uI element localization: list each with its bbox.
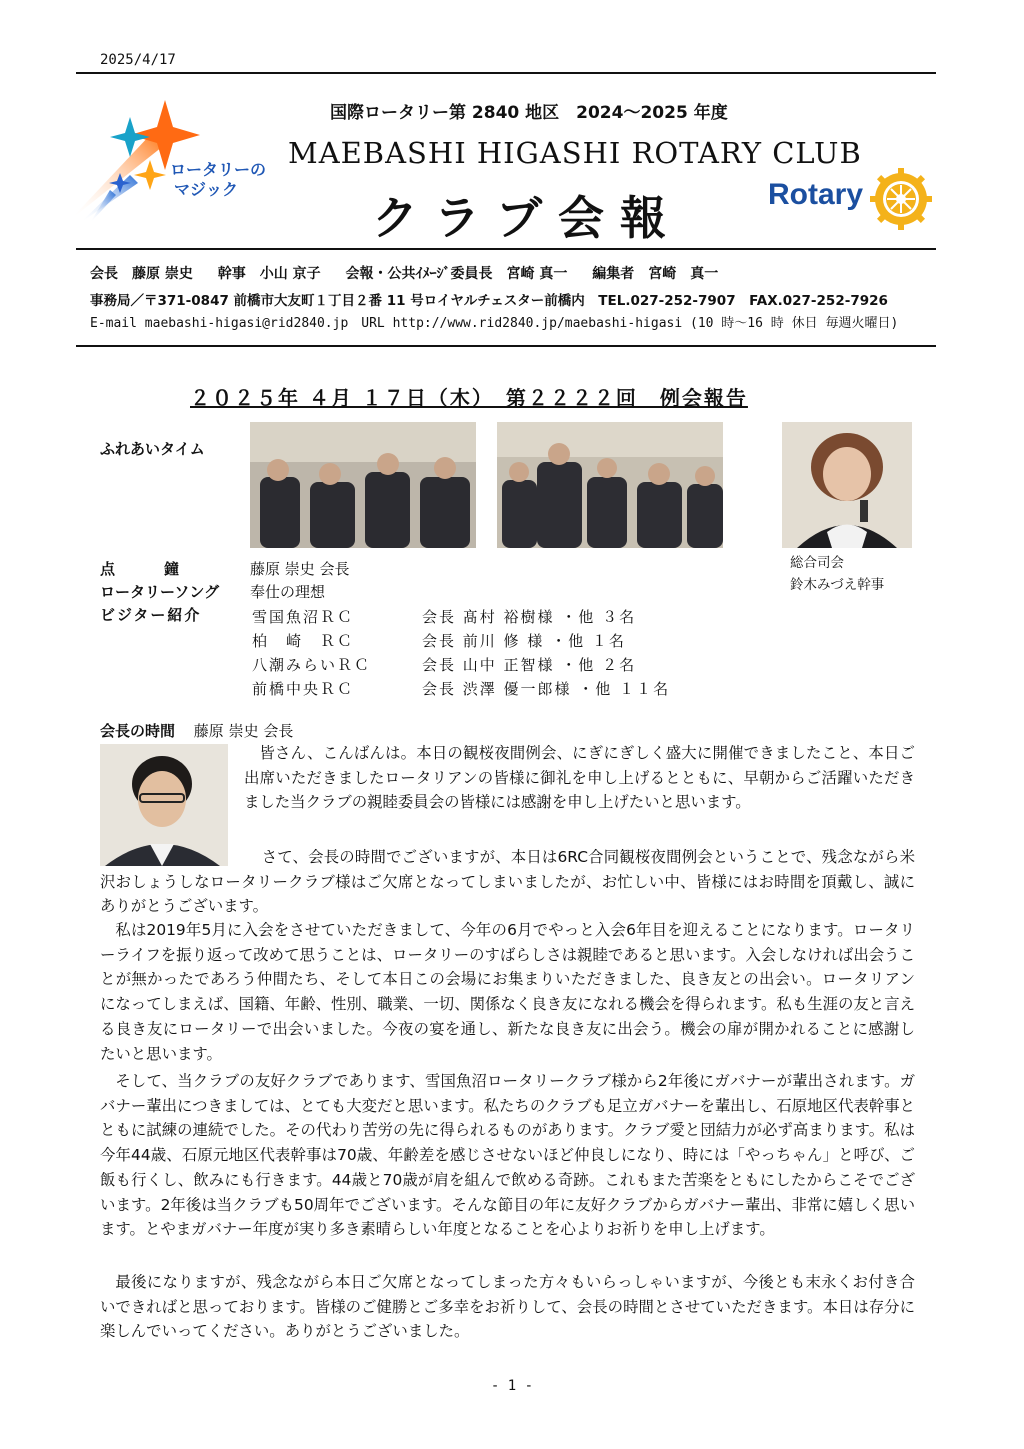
issue-date: 2025/4/17 — [100, 52, 176, 68]
president-time-heading — [100, 720, 293, 741]
fureai-photo-1 — [250, 422, 476, 548]
office-address: 事務局／〒371-0847 前橋市大友町１丁目２番 11 号ロイヤルチェスター前橋内 TEL.027-252-7907 FAX.027-252-7926 — [90, 293, 888, 309]
theme-logo-line1: ロータリーの — [170, 160, 267, 179]
header-rule — [76, 248, 936, 250]
president-para-2: さて、会長の時間でございますが、本日は6RC合同観桜夜間例会ということで、残念ながら米沢おしょうしなロータリークラブ様はご欠席となってしまいましたが、お忙しい中、皆様にはお時間を頂戴し、誠にありがとうございます。 — [100, 848, 915, 916]
top-rule — [76, 72, 936, 74]
president-para-3: 私は2019年5月に入会をさせていただきまして、今年の6月でやっと入会6年目を迎えることになります。ロータリーライフを振り返って改めて思うことは、ロータリーのすばらしさは親睦であると思います。入会しなければ出会うことが無かったであろう仲間たち、そして本日この会場にお集まりいただきました、良き友との出会い。ロータリアンになってしまえば、国籍、年齢、性別、職業、一切、関係なく良き友になれる機会を得られます。私も生涯の友と言える良き友にロータリーで出会いました。今夜の宴を通し、新たな良き友に出会う。機会の扉が開かれることに感謝したいと思います。 — [100, 921, 915, 1063]
program-row-bell — [100, 558, 350, 581]
fureai-label: ふれあいタイム — [100, 440, 205, 458]
rotary-wordmark: Rotary — [768, 178, 864, 211]
mc-caption-name: 鈴木みづえ幹事 — [790, 577, 885, 593]
mc-caption — [790, 552, 884, 596]
fureai-photo-2 — [497, 422, 723, 548]
officers-line — [90, 263, 738, 283]
secretary-name: 幹事 小山 京子 — [217, 266, 321, 282]
district-line: 国際ロータリー第 2840 地区 2024～2025 年度 — [330, 103, 728, 123]
theme-logo-text — [170, 160, 266, 200]
president-name: 会長 藤原 崇史 — [90, 266, 193, 282]
rotary-wheel-icon — [870, 168, 932, 230]
visitor-person: 会長 髙村 裕樹様 ・他 ３名 — [422, 608, 637, 626]
visitor-person: 会長 前川 修 様 ・他 １名 — [422, 632, 626, 650]
program-value: 奉仕の理想 — [250, 583, 326, 601]
page-number: - 1 - — [490, 1378, 534, 1394]
president-time-title: 会長の時間 — [100, 722, 176, 740]
bulletin-title: クラブ会報 — [372, 191, 682, 245]
mc-photo — [782, 422, 912, 548]
theme-logo-line2: マジック — [174, 180, 239, 199]
president-para-5: 最後になりますが、残念ながら本日ご欠席となってしまった方々もいらっしゃいますが、今後とも末永くお付き合いできればと思っております。皆様のご健勝とご多幸をお祈りして、会長の時間とさせていただきます。本日は存分に楽しんでいってください。ありがとうございました。 — [100, 1273, 915, 1341]
program-row-visitors — [100, 604, 250, 627]
program-label: ビジター紹介 — [100, 606, 202, 624]
visitor-club: 前橋中央ＲＣ — [252, 680, 355, 698]
pr-chair-name: 会報・公共ｲﾒｰｼﾞ委員長 宮崎 真一 — [345, 266, 568, 282]
meeting-title: ２０２５年 ４月 １７日（木） 第２２２２回 例会報告 — [190, 386, 748, 410]
club-name: MAEBASHI HIGASHI ROTARY CLUB — [288, 136, 862, 170]
visitor-person: 会長 渋澤 優一郎様 ・他 １１名 — [422, 680, 671, 698]
president-time-speaker: 藤原 崇史 会長 — [193, 722, 294, 740]
program-label: ロータリーソング — [100, 583, 220, 601]
editor-name: 編集者 宮崎 真一 — [592, 266, 719, 282]
president-para-4: そして、当クラブの友好クラブであります、雪国魚沼ロータリークラブ様から2年後にガバナーが輩出されます。ガバナー輩出につきましては、とても大変だと思います。私たちのクラブも足立ガバナーを輩出し、石原地区代表幹事とともに試練の連続でした。その代わり苦労の先に得られるものがあります。クラブ愛と団結力が必ず高まります。私は今年44歳、石原元地区代表幹事は70歳、年齢差を感じさせないほど仲良しになり、時には「やっちゃん」と呼び、ご飯も行くし、飲みにも行きます。44歳と70歳が肩を組んで飲める奇跡。これもまた苦楽をともにしたからこそでございます。2年後は当クラブも50周年でございます。そんな節目の年に友好クラブからガバナー輩出、非常に嬉しく思います。とやまガバナー年度が実り多き素晴らしい年度となることを心よりお祈りを申し上げます。 — [100, 1072, 915, 1239]
program-label: 点 鐘 — [100, 560, 181, 578]
contact-rule — [76, 345, 936, 347]
visitor-club: 八潮みらいＲＣ — [252, 656, 372, 674]
email-url-line: E-mail maebashi-higasi@rid2840.jp URL http://www.rid2840.jp/maebashi-higasi (10 時～16 時 休日 毎週火曜日) — [90, 316, 899, 331]
program-value: 藤原 崇史 会長 — [250, 560, 350, 578]
visitor-person: 会長 山中 正智様 ・他 ２名 — [422, 656, 637, 674]
visitor-club: 柏 崎 ＲＣ — [252, 632, 355, 650]
visitor-club: 雪国魚沼ＲＣ — [252, 608, 355, 626]
mc-caption-role: 総合司会 — [790, 555, 844, 571]
program-row-song — [100, 581, 325, 604]
president-para-1: 皆さん、こんばんは。本日の観桜夜間例会、にぎにぎしく盛大に開催できましたこと、本日ご出席いただきましたロータリアンの皆様に御礼を申し上げるとともに、早朝からご活躍いただきました当クラブの親睦委員会の皆様には感謝を申し上げたいと思います。 — [244, 744, 915, 812]
